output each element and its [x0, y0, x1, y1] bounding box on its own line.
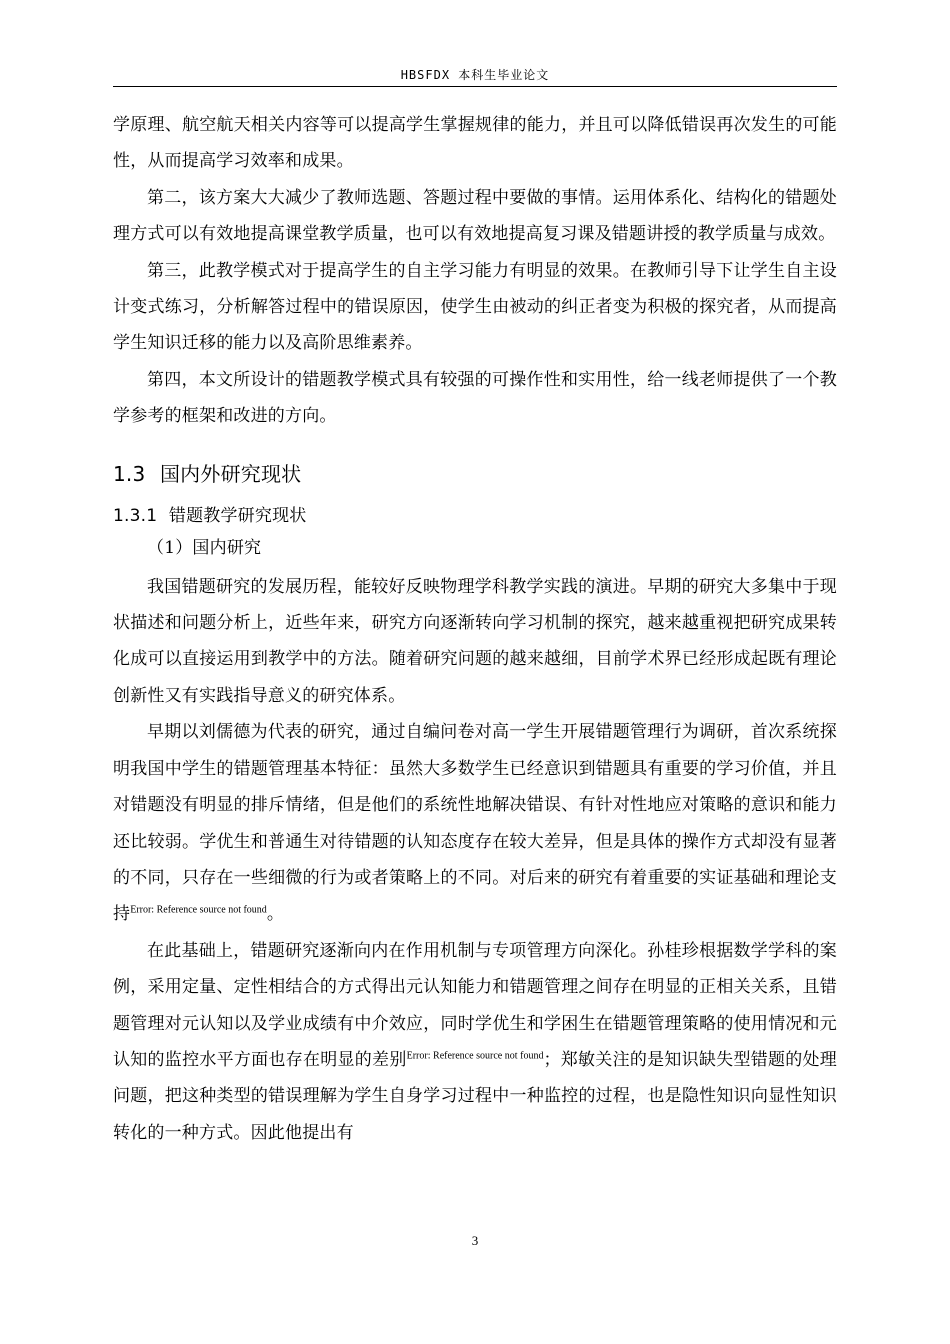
subsection-heading: [113, 503, 837, 529]
paragraph-second: 第二，该方案大大减少了教师选题、答题过程中要做的事情。运用体系化、结构化的错题处理方式可以有效地提高课堂教学质量，也可以有效地提高复习课及错题讲授的教学质量与成效。: [113, 187, 837, 245]
paragraph-history: 我国错题研究的发展历程，能较好反映物理学科教学实践的演进。早期的研究大多集中于现状描述和问题分析上，近些年来，研究方向逐渐转向学习机制的探究，越来越重视把研究成果转化成可以直接运用到教学中的方法。随着研究问题的越来越细，目前学术界已经形成起既有理论创新性又有实践指导意义的研究体系。: [113, 576, 837, 706]
paragraph-continued: 学原理、航空航天相关内容等可以提高学生掌握规律的能力，并且可以降低错误再次发生的可能性，从而提高学习效率和成果。: [113, 115, 837, 172]
section-heading: [113, 461, 837, 487]
section-title: 国内外研究现状: [159, 461, 302, 486]
page-number: 3: [471, 1233, 479, 1248]
section-number: 1.3: [113, 461, 146, 486]
subsection-number: 1.3.1: [113, 505, 158, 526]
header-rule: [113, 86, 837, 87]
paragraph-liu-rude-end: 。: [266, 904, 285, 925]
domestic-research-heading: （1）国内研究: [147, 537, 262, 558]
reference-error-note: Error: Reference source not found: [406, 1050, 544, 1062]
paragraph-fourth: 第四，本文所设计的错题教学模式具有较强的可操作性和实用性，给一线老师提供了一个教学参考的框架和改进的方向。: [113, 369, 837, 427]
subsection-title: 错题教学研究现状: [168, 505, 307, 526]
running-header: HBSFDX 本科生毕业论文: [400, 68, 550, 82]
paragraph-liu-rude: [113, 714, 837, 932]
paragraph-zheng-min-text: ；郑敏关注的是知识缺失型错题的处理问题，把这种类型的错误理解为学生自身学习过程中一种监控的过程，也是隐性知识向显性知识转化的一种方式。因此他提出有: [113, 1049, 837, 1143]
paragraph-sun-guizhen: [113, 933, 837, 1151]
paragraph-sun-guizhen-text: 在此基础上，错题研究逐渐向内在作用机制与专项管理方向深化。孙桂珍根据数学学科的案例，采用定量、定性相结合的方式得出元认知能力和错题管理之间存在明显的正相关关系，且错题管理对元认知以及学业成绩有中介效应，同时学优生和学困生在错题管理策略的使用情况和元认知的监控水平方面也存在明显的差别: [113, 940, 837, 1070]
paragraph-third: 第三，此教学模式对于提高学生的自主学习能力有明显的效果。在教师引导下让学生自主设计变式练习，分析解答过程中的错误原因，使学生由被动的纠正者变为积极的探究者，从而提高学生知识迁移的能力以及高阶思维素养。: [113, 260, 837, 354]
paragraph-liu-rude-text: 早期以刘儒德为代表的研究，通过自编问卷对高一学生开展错题管理行为调研，首次系统探明我国中学生的错题管理基本特征：虽然大多数学生已经意识到错题具有重要的学习价值，并且对错题没有明显的排斥情绪，但是他们的系统性地解决错误、有针对性地应对策略的意识和能力还比较弱。学优生和普通生对待错题的认知态度存在较大差异，但是具体的操作方式却没有显著的不同，只存在一些细微的行为或者策略上的不同。对后来的研究有着重要的实证基础和理论支持: [113, 722, 837, 925]
reference-error-note: Error: Reference source not found: [130, 904, 267, 916]
page-body: [113, 107, 837, 1151]
